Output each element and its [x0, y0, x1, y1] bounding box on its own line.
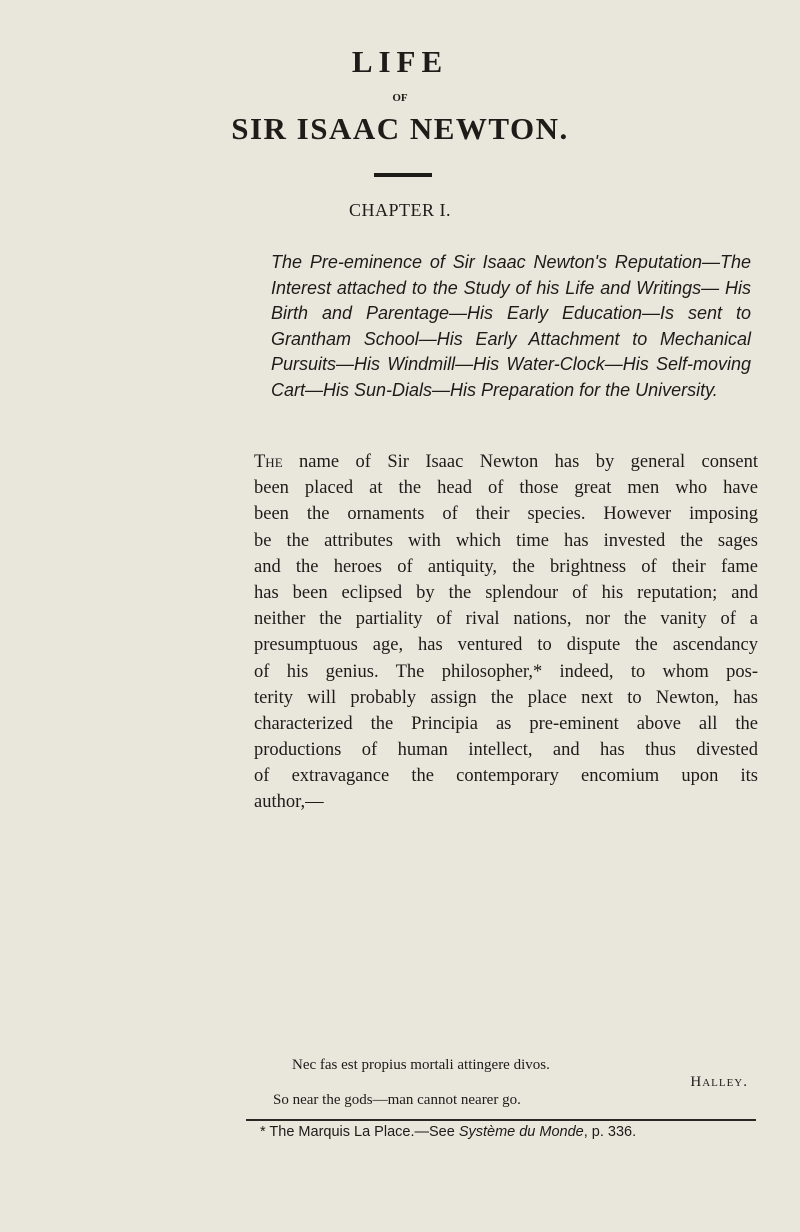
paragraph-line: of his genius. The philosopher,* indeed, to whom pos- — [254, 661, 758, 682]
paragraph-line: terity will probably assign the place next to Newton, has — [254, 687, 758, 708]
paragraph-line: been placed at the head of those great men who have — [254, 478, 758, 499]
paragraph-line: and the heroes of antiquity, the brightness of their fame — [254, 556, 758, 577]
paragraph-line: characterized the Principia as pre-eminent above all the — [254, 713, 758, 734]
title-life: LIFE — [351, 44, 449, 79]
paragraph-line: presumptuous age, has ventured to dispute the ascendancy — [254, 635, 758, 656]
title-divider — [374, 173, 432, 177]
paragraph-line-text: name of Sir Isaac Newton has by general consent — [282, 452, 758, 472]
footnote-suffix: , p. 336. — [583, 1124, 637, 1140]
footnote-prefix: * The Marquis La Place.—See — [260, 1124, 459, 1140]
quote-author: Halley. — [690, 1074, 748, 1090]
paragraph-line: be the attributes with which time has invested the sages — [254, 530, 758, 551]
footnote-divider — [246, 1119, 756, 1121]
chapter-heading: CHAPTER I. — [348, 200, 451, 220]
quote-english: So near the gods—man cannot nearer go. — [273, 1092, 521, 1108]
paragraph-line: been the ornaments of their species. However imposing — [254, 504, 758, 525]
drop-word: The — [254, 452, 283, 472]
paragraph-line: has been eclipsed by the splendour of his reputation; and — [254, 582, 758, 603]
title-of: OF — [392, 92, 408, 104]
quote-latin: Nec fas est propius mortali attingere divos. — [292, 1057, 550, 1073]
paragraph-line: author,— — [254, 792, 324, 813]
footnote — [260, 1124, 636, 1140]
paragraph-line: neither the partiality of rival nations, nor the vanity of a — [254, 609, 758, 630]
paragraph-line: of extravagance the contemporary encomium upon its — [254, 766, 758, 787]
footnote-work: Système du Monde — [458, 1124, 584, 1140]
paragraph-line: productions of human intellect, and has thus divested — [254, 740, 758, 761]
body-paragraph — [254, 449, 758, 816]
title-name: SIR ISAAC NEWTON. — [231, 111, 569, 146]
chapter-summary: The Pre-eminence of Sir Isaac Newton's Reputation—The Interest attached to the Study of his Life and Writings— His Birth and Parentage—His Early Education—Is sent to Grantham School—His Early Attachment to Mechanical Pursuits—His Windmill—His Water-Clock—His Self-moving Cart—His Sun-Dials—His Preparation for the University. — [271, 252, 751, 400]
paragraph-line — [254, 449, 758, 475]
